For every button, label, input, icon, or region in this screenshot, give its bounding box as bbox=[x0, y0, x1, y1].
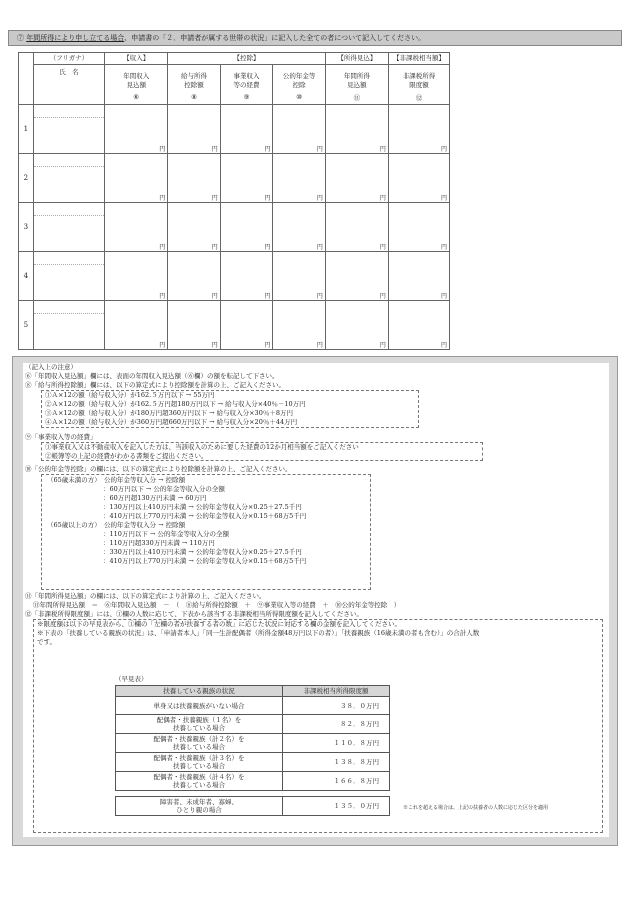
name-label: 氏 名 bbox=[33, 65, 104, 105]
amount-cell[interactable] bbox=[273, 301, 326, 350]
note-12-b: ※下表の「扶養している親族の状況」は、「申請者本人」「同一生計配偶者（所得金額48万円以下の者）」「扶養親族（16歳未満の者も含む）」の合計人数 bbox=[37, 629, 480, 637]
name-cell[interactable] bbox=[33, 154, 104, 203]
note-8: ⑧「給与所得控除額」欄には、以下の算定式により控除額を計算の上、ご記入ください。 bbox=[25, 381, 285, 389]
quick-ref-row5-status2: 扶養している場合 bbox=[173, 781, 225, 789]
yen-unit: 円 bbox=[379, 342, 386, 349]
quick-ref-row3-status2: 扶養している場合 bbox=[173, 743, 225, 751]
yen-unit: 円 bbox=[440, 244, 447, 251]
col11-number: ⑪ bbox=[353, 94, 361, 102]
amount-cell[interactable] bbox=[220, 105, 273, 154]
col11-label2: 見込額 bbox=[347, 81, 367, 89]
amount-cell[interactable] bbox=[168, 203, 221, 252]
row-number: 4 bbox=[19, 252, 34, 301]
yen-unit: 円 bbox=[379, 244, 386, 251]
note-12-c: です。 bbox=[37, 638, 56, 646]
formula-8-2: ②Ａ×12の額（給与収入分）が162.５万円超180万円以下 → 給与収入分×40％－10万円 bbox=[45, 400, 306, 408]
yen-unit: 円 bbox=[316, 195, 323, 202]
col8-label2: 控除額 bbox=[184, 81, 204, 89]
yen-unit: 円 bbox=[316, 244, 323, 251]
row-number: 5 bbox=[19, 301, 34, 350]
yen-unit: 円 bbox=[211, 195, 218, 202]
amount-cell[interactable] bbox=[105, 301, 168, 350]
note-12: ⑫「非課税所得限度額」には、①欄の人数に応じて、下表から該当する非課税相当所得限度額を記入してください。 bbox=[25, 610, 363, 618]
quick-ref-row6-status1: 障害者、未成年者、寡婦、 bbox=[160, 798, 238, 806]
col6-label1: 年間収入 bbox=[123, 72, 150, 80]
col12-label1: 非課税所得 bbox=[402, 72, 436, 80]
table-row bbox=[19, 252, 450, 301]
table-row bbox=[19, 203, 450, 252]
amount-cell[interactable] bbox=[388, 301, 449, 350]
col8-number: ⑧ bbox=[191, 93, 197, 101]
col12-number: ⑫ bbox=[415, 94, 423, 102]
amount-cell[interactable] bbox=[220, 203, 273, 252]
note-9-a: ①事業収入又は不動産収入を記入した方は、当該収入のために要した経費の12か月相当額をご記入ください bbox=[45, 443, 359, 451]
notes-content bbox=[23, 363, 609, 837]
amount-cell[interactable] bbox=[105, 105, 168, 154]
yen-unit: 円 bbox=[159, 244, 166, 251]
table-row bbox=[19, 301, 450, 350]
yen-unit: 円 bbox=[264, 293, 271, 300]
yen-unit: 円 bbox=[264, 146, 271, 153]
amount-cell[interactable] bbox=[105, 203, 168, 252]
quick-ref-row2-status1: 配偶者・扶養親族（１名）を bbox=[156, 716, 242, 724]
quick-ref-row4-limit: １３８．８万円 bbox=[283, 753, 390, 772]
note-10: ⑩「公的年金等控除」の欄には、以下の算定式により控除額を計算の上、ご記入ください。 bbox=[25, 465, 292, 473]
name-cell[interactable] bbox=[33, 252, 104, 301]
yen-unit: 円 bbox=[379, 293, 386, 300]
col10-label1: 公的年金等 bbox=[282, 72, 316, 80]
col11-label1: 年間所得 bbox=[343, 72, 370, 80]
furigana-input[interactable] bbox=[34, 154, 104, 167]
amount-cell[interactable] bbox=[105, 252, 168, 301]
col6-label2: 見込額 bbox=[126, 81, 146, 89]
table-row bbox=[19, 154, 450, 203]
furigana-input[interactable] bbox=[34, 252, 104, 265]
amount-cell[interactable] bbox=[273, 252, 326, 301]
quick-ref-row3-status1: 配偶者・扶養親族（計２名）を bbox=[153, 735, 245, 743]
col9-label1: 事業収入 bbox=[233, 72, 260, 80]
quick-ref-row6-limit: １３５．０万円 bbox=[283, 797, 390, 816]
yen-unit: 円 bbox=[440, 195, 447, 202]
yen-unit: 円 bbox=[440, 293, 447, 300]
row-number: 1 bbox=[19, 105, 34, 154]
quick-ref-row2-status2: 扶養している場合 bbox=[173, 724, 225, 732]
furigana-label: （フリガナ） bbox=[33, 53, 104, 65]
table-row bbox=[19, 105, 450, 154]
amount-cell[interactable] bbox=[105, 154, 168, 203]
yen-unit: 円 bbox=[211, 342, 218, 349]
amount-cell[interactable] bbox=[168, 105, 221, 154]
amount-cell[interactable] bbox=[325, 301, 388, 350]
income-table bbox=[18, 52, 450, 350]
quick-ref-table bbox=[115, 685, 390, 816]
furigana-input[interactable] bbox=[34, 301, 104, 314]
amount-cell[interactable] bbox=[388, 105, 449, 154]
yen-unit: 円 bbox=[316, 293, 323, 300]
note-12-a: ※限度額は以下の早見表から、①欄の「左欄の者が扶養する者の数」に応じた状況に対応する欄の金額を記入してください。 bbox=[37, 620, 401, 628]
under65-b: ：60万円超130万円未満 → 60万円 bbox=[103, 494, 207, 502]
amount-cell[interactable] bbox=[388, 154, 449, 203]
yen-unit: 円 bbox=[440, 342, 447, 349]
quick-ref-row1-status: 単身又は扶養親族がいない場合 bbox=[116, 697, 283, 715]
quick-ref-row5-limit: １６６．８万円 bbox=[283, 772, 390, 791]
note-9-b: ②帳簿等の上記の経費がわかる書類をご提出ください。 bbox=[45, 452, 208, 460]
row-number: 2 bbox=[19, 154, 34, 203]
section-header bbox=[8, 30, 622, 46]
over65-d: ：410万円以上770万円未満 → 公的年金等収入分×0.15＋68万5千円 bbox=[103, 557, 307, 565]
quick-ref-header-status: 扶養している親族の状況 bbox=[116, 686, 283, 697]
formula-8-3: ③Ａ×12の額（給与収入分）が180万円超360万円以下 → 給与収入分×30％＋8万円 bbox=[45, 409, 293, 417]
name-cell[interactable] bbox=[33, 203, 104, 252]
under65-header: （65歳未満の方） 公的年金等収入分 → 控除額 bbox=[47, 476, 186, 484]
col8-label1: 給与所得 bbox=[181, 72, 207, 80]
amount-cell[interactable] bbox=[273, 105, 326, 154]
yen-unit: 円 bbox=[159, 293, 166, 300]
amount-cell[interactable] bbox=[325, 203, 388, 252]
quick-ref-header-limit: 非課税相当所得限度額 bbox=[283, 686, 390, 697]
income-group-label: 【収入】 bbox=[105, 53, 168, 65]
amount-cell[interactable] bbox=[220, 252, 273, 301]
amount-cell[interactable] bbox=[168, 252, 221, 301]
yen-unit: 円 bbox=[440, 146, 447, 153]
yen-unit: 円 bbox=[211, 293, 218, 300]
quick-ref-row2-limit: ８２．８万円 bbox=[283, 715, 390, 734]
section-title-rest: 、申請書の「２．申請者が属する世帯の状況」に記入した全ての者について記入してください。 bbox=[124, 34, 426, 42]
yen-unit: 円 bbox=[211, 244, 218, 251]
note-6: ⑥「年間収入見込額」欄には、表面の年間収入見込額（⑥欄）の額を転記して下さい。 bbox=[25, 372, 279, 380]
amount-cell[interactable] bbox=[388, 252, 449, 301]
amount-cell[interactable] bbox=[273, 154, 326, 203]
yen-unit: 円 bbox=[264, 195, 271, 202]
yen-unit: 円 bbox=[159, 195, 166, 202]
over65-c: ：330万円以上410万円未満 → 公的年金等収入分×0.25＋27.5千円 bbox=[103, 548, 302, 556]
quick-ref-row6-status2: ひとり親の場合 bbox=[176, 806, 222, 814]
table-body bbox=[19, 105, 450, 350]
notes-title: （記入上の注意） bbox=[25, 363, 77, 371]
note-9: ⑨「事業収入等の経費」 bbox=[25, 433, 97, 441]
formula-8-1: ①Ａ×12の額（給与収入分）が162.５万円以下 → 55万円 bbox=[45, 391, 215, 399]
quick-ref-row5-status1: 配偶者・扶養親族（計４名）を bbox=[153, 773, 245, 781]
quick-ref-title: （早見表） bbox=[115, 675, 148, 683]
col12-label2: 限度額 bbox=[409, 81, 429, 89]
under65-c: ：130万円以上410万円未満 → 公的年金等収入分×0.25＋27.5千円 bbox=[103, 503, 302, 511]
over65-b: ：110万円超330万円未満 → 110万円 bbox=[103, 539, 215, 547]
col9-number: ⑨ bbox=[243, 93, 250, 101]
yen-unit: 円 bbox=[159, 342, 166, 349]
quick-ref-row4-status1: 配偶者・扶養親族（計３名）を bbox=[153, 754, 245, 762]
furigana-input[interactable] bbox=[34, 105, 104, 118]
yen-unit: 円 bbox=[211, 146, 218, 153]
amount-cell[interactable] bbox=[388, 203, 449, 252]
furigana-input[interactable] bbox=[34, 203, 104, 216]
amount-cell[interactable] bbox=[325, 105, 388, 154]
amount-cell[interactable] bbox=[325, 154, 388, 203]
section-title-underlined: 年間所得により申し立てる場合 bbox=[26, 34, 125, 42]
row-number: 3 bbox=[19, 203, 34, 252]
name-cell[interactable] bbox=[33, 301, 104, 350]
deduction-group-label: 【控除】 bbox=[168, 53, 326, 65]
col6-number: ⑥ bbox=[133, 93, 140, 101]
col10-label2: 控除 bbox=[292, 81, 306, 89]
note-11: ⑪「年間所得見込額」の欄には、以下の算定式により計算の上、ご記入ください。 bbox=[25, 592, 266, 600]
yen-unit: 円 bbox=[316, 342, 323, 349]
amount-cell[interactable] bbox=[168, 301, 221, 350]
under65-a: ：60万円以下 → 公的年金等収入分の全額 bbox=[103, 485, 225, 493]
notes-panel bbox=[12, 356, 618, 846]
col9-label2: 等の経費 bbox=[233, 81, 260, 89]
yen-unit: 円 bbox=[316, 146, 323, 153]
name-cell[interactable] bbox=[33, 105, 104, 154]
yen-unit: 円 bbox=[264, 342, 271, 349]
under65-d: ：410万円以上770万円未満 → 公的年金等収入分×0.15＋68万5千円 bbox=[103, 512, 307, 520]
quick-ref-row1-limit: ３８．０万円 bbox=[283, 697, 390, 715]
amount-cell[interactable] bbox=[220, 154, 273, 203]
over65-header: （65歳以上の方） 公的年金等収入分 → 控除額 bbox=[47, 521, 186, 529]
section-number: ⑦ bbox=[17, 34, 24, 42]
quick-ref-side-note: ※これを超える場合は、上記の扶養者の人数に応じた区分を適用 bbox=[403, 805, 549, 811]
tax-exempt-group-label: 【非課税相当額】 bbox=[388, 53, 449, 65]
yen-unit: 円 bbox=[379, 195, 386, 202]
note-11-formula: ⑪年間所得見込額 ＝ ⑥年間収入見込額 － （ ⑧給与所得控除額 ＋ ⑨事業収入等の経費 ＋ ⑩公的年金等控除 ） bbox=[33, 601, 401, 609]
yen-unit: 円 bbox=[159, 146, 166, 153]
amount-cell[interactable] bbox=[325, 252, 388, 301]
quick-ref-row3-limit: １１０．８万円 bbox=[283, 734, 390, 753]
col10-number: ⑩ bbox=[296, 93, 303, 101]
yen-unit: 円 bbox=[264, 244, 271, 251]
income-estimate-group-label: 【所得見込】 bbox=[325, 53, 388, 65]
over65-a: ：110万円以下 → 公的年金等収入分の全額 bbox=[103, 530, 229, 538]
quick-ref-row4-status2: 扶養している場合 bbox=[173, 762, 225, 770]
amount-cell[interactable] bbox=[220, 301, 273, 350]
amount-cell[interactable] bbox=[168, 154, 221, 203]
yen-unit: 円 bbox=[379, 146, 386, 153]
amount-cell[interactable] bbox=[273, 203, 326, 252]
formula-8-4: ④Ａ×12の額（給与収入分）が360万円超660万円以下 → 給与収入分×20％＋44万円 bbox=[45, 418, 298, 426]
